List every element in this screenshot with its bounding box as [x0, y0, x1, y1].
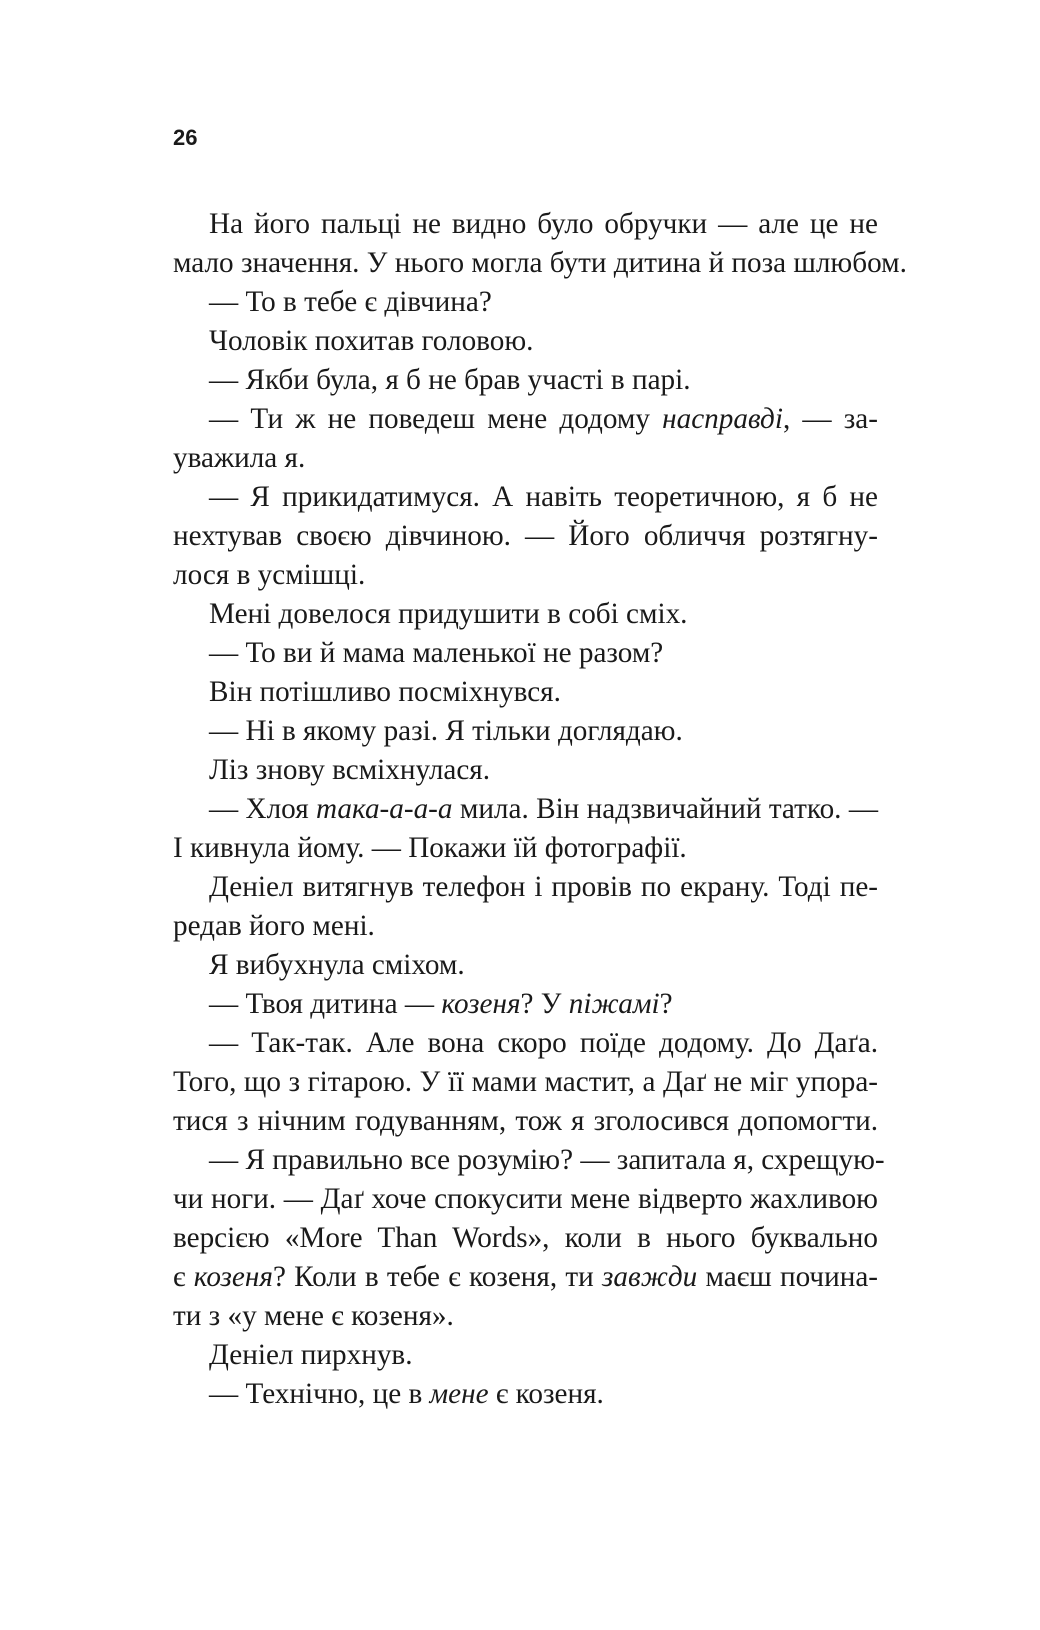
- italic-run: козеня: [193, 1261, 273, 1293]
- text-line: Він потішливо посміхнувся.: [209, 676, 561, 708]
- text-run: — Твоя дитина —: [209, 988, 442, 1020]
- text-run: є козеня.: [488, 1378, 604, 1410]
- italic-run: така-а-а-а: [316, 793, 453, 825]
- text-line: [173, 1375, 878, 1414]
- text-line: І кивнула йому. — Покажи їй фотографії.: [173, 832, 687, 864]
- text-line: мало значення. У нього могла бути дитина й поза шлюбом.: [173, 247, 907, 279]
- text-line: чи ноги. — Даґ хоче спокусити мене відверто жахливою: [173, 1183, 878, 1215]
- text-line: — То ви й мама маленької не разом?: [209, 637, 664, 669]
- italic-run: завжди: [602, 1261, 698, 1293]
- text-run: маєш почина-: [697, 1261, 879, 1293]
- text-line: — Ні в якому разі. Я тільки доглядаю.: [209, 715, 683, 747]
- text-line: [173, 790, 878, 829]
- text-line: уважила я.: [173, 442, 306, 474]
- text-line: [173, 400, 878, 439]
- italic-run: мене: [429, 1378, 489, 1410]
- text-line: лося в усмішці.: [173, 559, 366, 591]
- text-line: [173, 985, 878, 1024]
- text-line: Чоловік похитав головою.: [209, 325, 534, 357]
- text-line: тися з нічним годуванням, тож я зголосився допомогти.: [173, 1105, 878, 1137]
- text-run: , — за-: [782, 403, 878, 435]
- text-line: нехтував своєю дівчиною. — Його обличчя розтягну-: [173, 520, 878, 552]
- italic-run: піжамі: [568, 988, 660, 1020]
- text-line: — Так-так. Але вона скоро поїде додому. До Даґа.: [209, 1027, 878, 1059]
- text-line: — Я прикидатимуся. А навіть теоретичною, я б не: [209, 481, 878, 513]
- italic-run: козеня: [441, 988, 521, 1020]
- text-run: — Технічно, це в: [209, 1378, 430, 1410]
- text-line: Того, що з гітарою. У її мами мастит, а Даґ не міг упора-: [173, 1066, 878, 1098]
- text-run: мила. Він надзвичайний татко. —: [452, 793, 879, 825]
- body-text: [173, 205, 907, 1414]
- text-line: Мені довелося придушити в собі сміх.: [209, 598, 688, 630]
- text-line: Деніел витягнув телефон і провів по екрану. Тоді пе-: [209, 871, 878, 903]
- text-run: ?: [659, 988, 673, 1020]
- italic-run: насправді: [662, 403, 783, 435]
- text-line: Деніел пирхнув.: [209, 1339, 413, 1371]
- text-line: Ліз знову всміхнулася.: [209, 754, 491, 786]
- page-number: 26: [173, 125, 198, 150]
- text-run: ? Коли в тебе є козеня, ти: [272, 1261, 603, 1293]
- text-line: — Я правильно все розумію? — запитала я, схрещую-: [209, 1144, 885, 1176]
- text-line: версією «More Than Words», коли в нього буквально: [173, 1222, 878, 1254]
- text-line: На його пальці не видно було обручки — але це не: [209, 208, 878, 240]
- text-run: ? У: [520, 988, 569, 1020]
- text-line: ти з «у мене є козеня».: [173, 1300, 454, 1332]
- text-line: Я вибухнула сміхом.: [209, 949, 465, 981]
- text-line: — Якби була, я б не брав участі в парі.: [209, 364, 691, 396]
- text-line: [173, 1258, 878, 1297]
- text-line: — То в тебе є дівчина?: [209, 286, 492, 318]
- text-line: редав його мені.: [173, 910, 375, 942]
- text-run: — Ти ж не поведеш мене додому: [209, 403, 663, 435]
- text-run: є: [173, 1261, 194, 1293]
- text-run: — Хлоя: [209, 793, 316, 825]
